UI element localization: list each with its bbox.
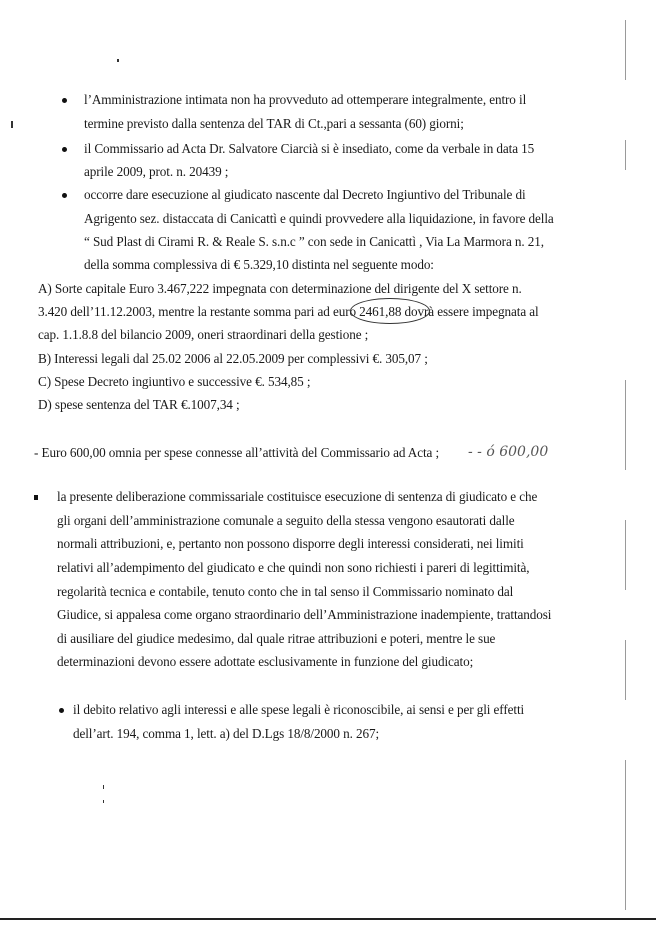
bullet-icon: [59, 708, 64, 713]
bullet-icon: [62, 147, 67, 152]
scan-speck: [117, 59, 119, 62]
bottom-rule: [0, 918, 656, 920]
para1-line1: l’Amministrazione intimata non ha provveduto ad ottemperare integralmente, entro il: [84, 92, 527, 107]
para2-line1: il Commissario ad Acta Dr. Salvatore Ciarcià si è insediato, come da verbale in data 15: [84, 141, 535, 156]
para4-line5: regolarità tecnica e contabile, tenuto conto che in tal senso il Commissario nominato dal: [57, 584, 514, 599]
scan-speck: [103, 800, 104, 803]
para2-line2: aprile 2009, prot. n. 20439 ;: [84, 164, 229, 179]
scan-edge: [625, 640, 626, 700]
scan-edge: [625, 520, 626, 590]
scan-edge: [625, 380, 626, 470]
item-d: D) spese sentenza del TAR €.1007,34 ;: [38, 397, 240, 412]
scan-edge: [625, 20, 626, 80]
para4-line8: determinazioni devono essere adottate esclusivamente in funzione del giudicato;: [57, 654, 474, 669]
para4-line3: normali attribuzioni, e, pertanto non possono disporre degli interessi considerati, nei limiti: [57, 536, 524, 551]
para4-line4: relativi all’adempimento del giudicato e che quindi non sono richiesti i pareri di legittimità,: [57, 560, 530, 575]
para3-line4: della somma complessiva di € 5.329,10 distinta nel seguente modo:: [84, 257, 434, 272]
scan-speck: [103, 785, 104, 789]
para1-line2: termine previsto dalla sentenza del TAR di Ct.,pari a sessanta (60) giorni;: [84, 116, 464, 131]
item-a-line2: 3.420 dell’11.12.2003, mentre la restante somma pari ad euro 2461,88 dovrà essere impegnata al: [38, 304, 539, 319]
scan-edge: [625, 760, 626, 910]
para4-line2: gli organi dell’amministrazione comunale a seguito della stessa vengono esautorati dalle: [57, 513, 515, 528]
para4-line1: la presente deliberazione commissariale costituisce esecuzione di sentenza di giudicato e che: [57, 489, 538, 504]
para3-line1: occorre dare esecuzione al giudicato nascente dal Decreto Ingiuntivo del Tribunale di: [84, 187, 526, 202]
para3-line2: Agrigento sez. distaccata di Canicattì e quindi provvedere alla liquidazione, in favore della: [84, 211, 554, 226]
scan-edge: [625, 140, 626, 170]
para3-line3: “ Sud Plast di Cirami R. & Reale S. s.n.c ” con sede in Canicattì , Via La Marmora n. 21,: [84, 234, 544, 249]
item-a-line1: A) Sorte capitale Euro 3.467,222 impegnata con determinazione del dirigente del X settore n.: [38, 281, 522, 296]
para4-line6: Giudice, si appalesa come organo straordinario dell’Amministrazione inadempiente, trattandosi: [57, 607, 552, 622]
euro-commissario-line: - Euro 600,00 omnia per spese connesse all’attività del Commissario ad Acta ;: [34, 445, 440, 460]
bullet-icon: [34, 495, 38, 500]
bullet-icon: [62, 98, 67, 103]
handwritten-circle: [350, 298, 430, 324]
item-c: C) Spese Decreto ingiuntivo e successive €. 534,85 ;: [38, 374, 311, 389]
item-a-line3: cap. 1.1.8.8 del bilancio 2009, oneri straordinari della gestione ;: [38, 327, 369, 342]
para4-line7: di ausiliare del giudice medesimo, dal quale ritrae attribuzioni e poteri, mentre le sue: [57, 631, 496, 646]
handwritten-note: - - ó 600,00: [468, 444, 549, 460]
para5-line1: il debito relativo agli interessi e alle spese legali è riconoscibile, ai sensi e per gli effetti: [73, 702, 525, 717]
para5-line2: dell’art. 194, comma 1, lett. a) del D.Lgs 18/8/2000 n. 267;: [73, 726, 380, 741]
scan-speck: [11, 121, 13, 128]
bullet-icon: [62, 193, 67, 198]
item-b: B) Interessi legali dal 25.02 2006 al 22.05.2009 per complessivi €. 305,07 ;: [38, 351, 428, 366]
